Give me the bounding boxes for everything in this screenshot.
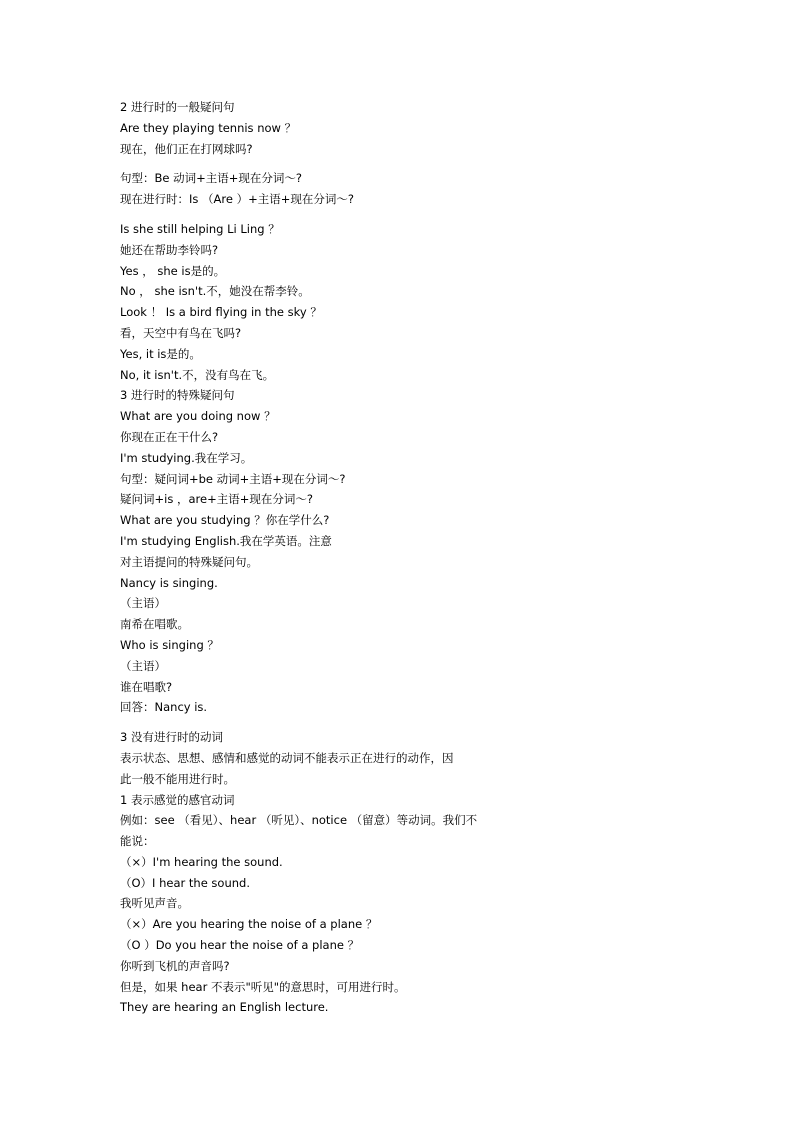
paragraph-gap bbox=[120, 210, 540, 219]
text-line: 谁在唱歌? bbox=[120, 679, 173, 694]
text-line: 句型：Be 动词+主语+现在分词～? bbox=[120, 171, 302, 186]
examples-block bbox=[120, 219, 540, 718]
text-line: 回答：Nancy is. bbox=[120, 700, 208, 715]
text-line: （主语） bbox=[120, 596, 166, 611]
subsection-heading: 1 表示感觉的感官动词 bbox=[120, 792, 235, 807]
text-line: Yes ， she is是的。 bbox=[120, 263, 226, 278]
text-line: 此一般不能用进行时。 bbox=[120, 771, 235, 786]
text-line: （O）I hear the sound. bbox=[120, 875, 250, 890]
text-line: 南希在唱歌。 bbox=[120, 617, 189, 632]
text-line: They are hearing an English lecture. bbox=[120, 1000, 329, 1015]
section-general-questions bbox=[120, 97, 540, 159]
text-line: 她还在帮助李铃吗? bbox=[120, 242, 219, 257]
sentence-pattern-block bbox=[120, 168, 540, 210]
text-line: （主语） bbox=[120, 658, 166, 673]
text-line: I'm studying.我在学习。 bbox=[120, 450, 253, 465]
text-line: I'm studying English.我在学英语。注意 bbox=[120, 533, 332, 548]
text-line: 疑问词+is ，are+主语+现在分词～? bbox=[120, 492, 313, 507]
text-line: What are you doing now ？ bbox=[120, 409, 276, 424]
section-heading: 2 进行时的一般疑问句 bbox=[120, 100, 235, 114]
text-line: Yes, it is是的。 bbox=[120, 346, 201, 361]
text-line: Is she still helping Li Ling ？ bbox=[120, 221, 280, 236]
text-line: 看，天空中有鸟在飞吗? bbox=[120, 325, 242, 340]
section-no-progressive-verbs bbox=[120, 727, 540, 1018]
text-line: 句型：疑问词+be 动词+主语+现在分词～? bbox=[120, 471, 346, 486]
text-line: 对主语提问的特殊疑问句。 bbox=[120, 554, 258, 569]
text-line: 但是，如果 hear 不表示"听见"的意思时，可用进行时。 bbox=[120, 979, 406, 994]
paragraph-gap bbox=[120, 718, 540, 727]
text-line: （O ）Do you hear the noise of a plane ？ bbox=[120, 938, 360, 953]
document-body bbox=[120, 97, 540, 1018]
text-line: Who is singing ？ bbox=[120, 637, 219, 652]
text-line: 现在进行时：Is （Are ）+主语+现在分词～? bbox=[120, 192, 354, 207]
text-line: 能说： bbox=[120, 834, 155, 849]
text-line: 表示状态、思想、感情和感觉的动词不能表示正在进行的动作，因 bbox=[120, 750, 454, 765]
text-line: Look ！ Is a bird flying in the sky ？ bbox=[120, 305, 322, 320]
text-line: What are you studying ？你在学什么? bbox=[120, 513, 330, 528]
section-heading: 3 进行时的特殊疑问句 bbox=[120, 388, 235, 403]
text-line: （×）I'm hearing the sound. bbox=[120, 854, 283, 869]
text-line: 现在，他们正在打网球吗? bbox=[120, 141, 253, 156]
section-heading: 3 没有进行时的动词 bbox=[120, 730, 223, 745]
text-line: 例如：see （看见）、hear （听见）、notice （留意）等动词。我们不 bbox=[120, 813, 478, 828]
text-line: Are they playing tennis now ？ bbox=[120, 120, 297, 135]
paragraph-gap bbox=[120, 159, 540, 168]
text-line: No, it isn't.不，没有鸟在飞。 bbox=[120, 367, 275, 382]
text-line: 你现在正在干什么? bbox=[120, 429, 219, 444]
text-line: 你听到飞机的声音吗? bbox=[120, 958, 230, 973]
text-line: No ， she isn't.不，她没在帮李铃。 bbox=[120, 284, 310, 299]
text-line: Nancy is singing. bbox=[120, 575, 218, 590]
text-line: 我听见声音。 bbox=[120, 896, 189, 911]
text-line: （×）Are you hearing the noise of a plane ？ bbox=[120, 917, 378, 932]
